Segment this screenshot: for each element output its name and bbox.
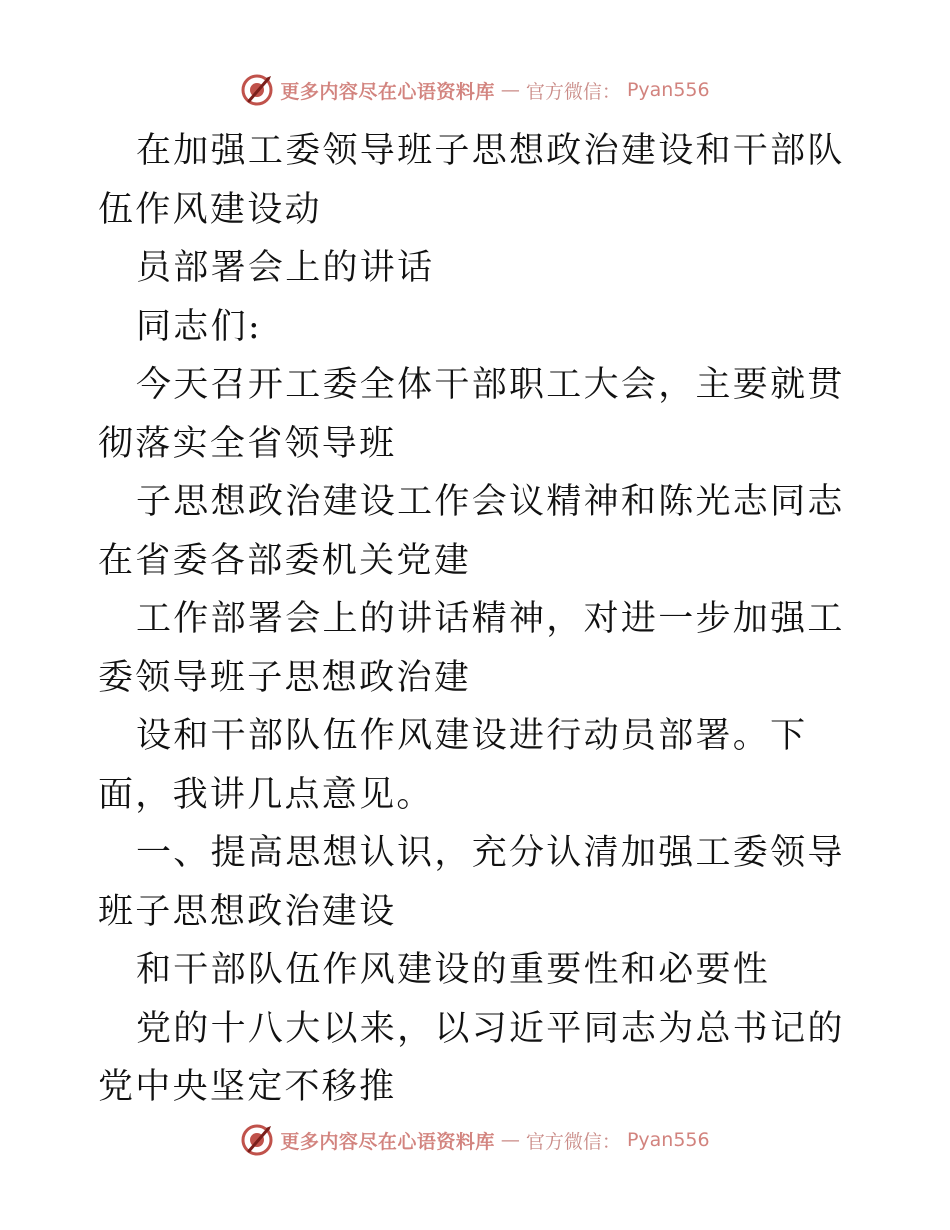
pen-circle-logo-icon	[240, 73, 274, 107]
watermark-wechat-label: 官方微信：	[525, 1130, 621, 1153]
pen-circle-logo-icon	[240, 1123, 274, 1157]
speech-title-line-1: 在加强工委领导班子思想政治建设和干部队伍作风建设动	[98, 131, 845, 230]
watermark-account: Pyan556	[626, 1129, 710, 1151]
watermark-wechat-label: 官方微信：	[525, 80, 621, 103]
document-body	[98, 122, 858, 1117]
body-paragraph: 子思想政治建设工作会议精神和陈光志同志在省委各部委机关党建	[98, 482, 845, 581]
body-paragraph: 党的十八大以来，以习近平同志为总书记的党中央坚定不移推	[98, 1008, 845, 1107]
watermark-separator: —	[500, 1129, 520, 1151]
watermark-separator: —	[500, 79, 520, 101]
header-watermark	[0, 70, 950, 110]
body-paragraph: 工作部署会上的讲话精神，对进一步加强工委领导班子思想政治建	[98, 599, 845, 698]
watermark-account: Pyan556	[626, 79, 710, 101]
section-heading-line-1: 一、提高思想认识，充分认清加强工委领导班子思想政治建设	[98, 833, 845, 932]
footer-watermark	[0, 1120, 950, 1160]
watermark-site-name: 更多内容尽在心语资料库	[280, 80, 495, 103]
speech-title-line-2: 员部署会上的讲话	[136, 248, 435, 288]
body-paragraph: 今天召开工委全体干部职工大会，主要就贯彻落实全省领导班	[98, 365, 845, 464]
salutation: 同志们:	[136, 306, 262, 347]
watermark-site-name: 更多内容尽在心语资料库	[280, 1130, 495, 1153]
body-paragraph: 设和干部队伍作风建设进行动员部署。下面，我讲几点意见。	[98, 716, 808, 815]
section-heading-line-2: 和干部队伍作风建设的重要性和必要性	[136, 950, 771, 990]
